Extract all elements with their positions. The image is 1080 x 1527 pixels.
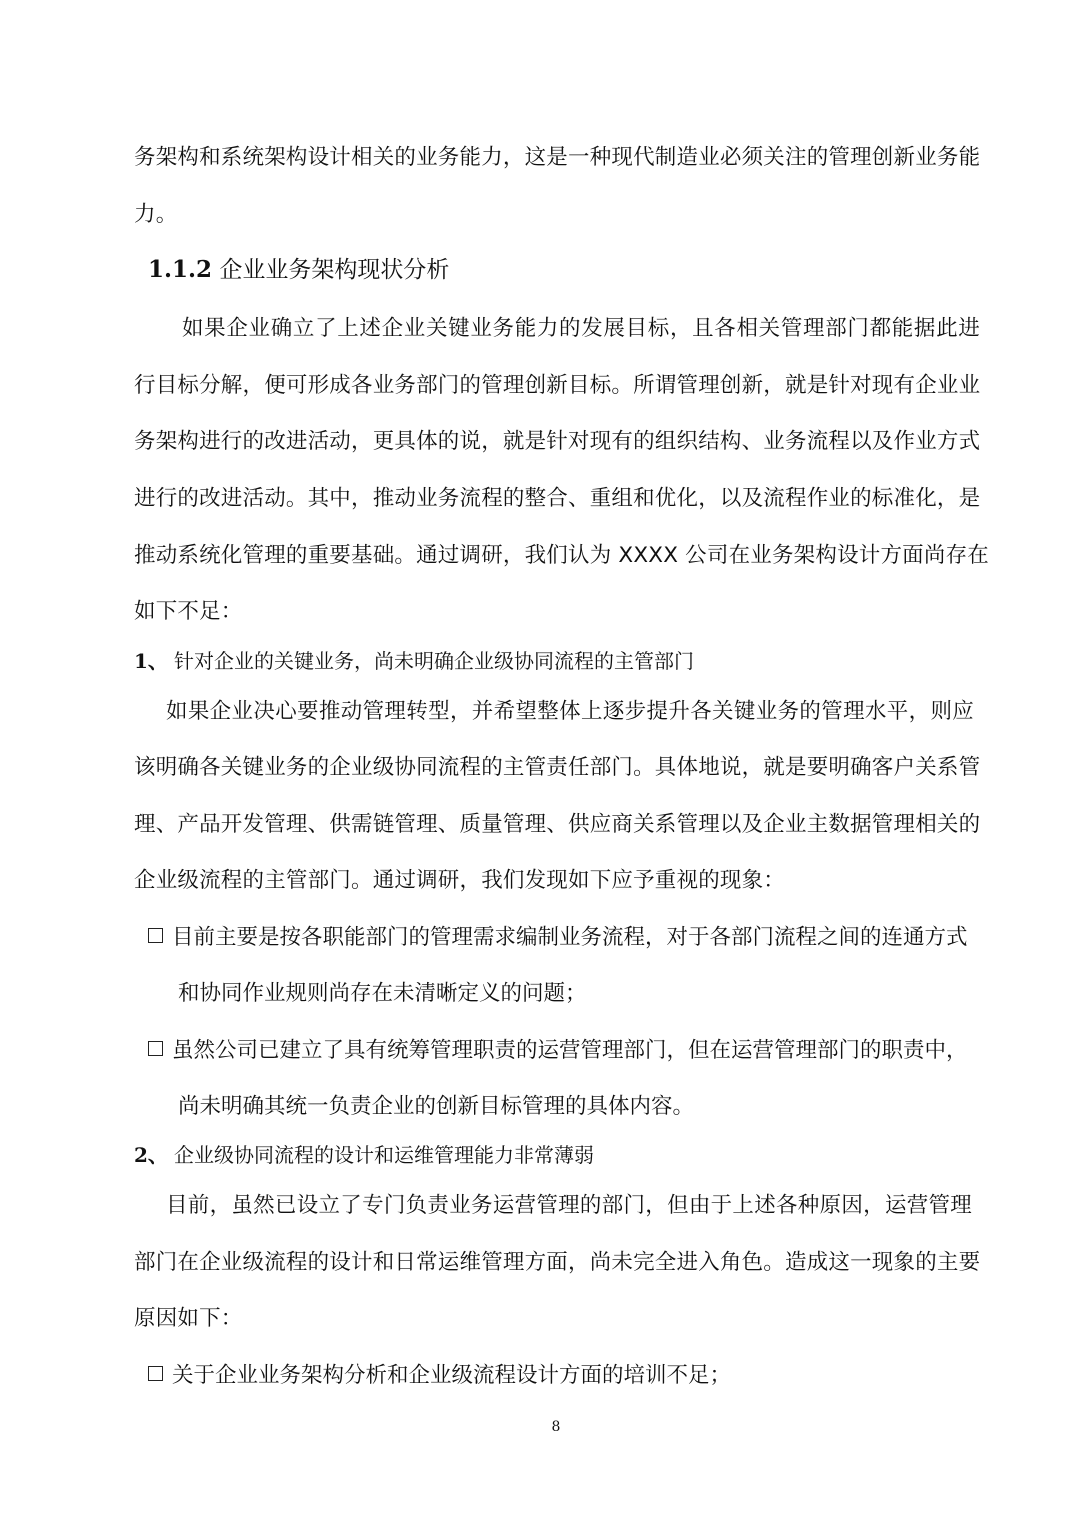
checkbox-bullet-icon	[148, 1041, 163, 1056]
p1-line-3: 务架构进行的改进活动，更具体的说，就是针对现有的组织结构、业务流程以及作业方式	[134, 429, 981, 454]
p3-line-1: 目前，虽然已设立了专门负责业务运营管理的部门，但由于上述各种原因，运营管理	[166, 1193, 972, 1218]
bullet-1	[148, 923, 980, 953]
bullet-2-line-1: 虽然公司已建立了具有统筹管理职责的运营管理部门，但在运营管理部门的职责中，	[172, 1038, 968, 1063]
bullet-1-line-1: 目前主要是按各职能部门的管理需求编制业务流程，对于各部门流程之间的连通方式	[172, 925, 968, 950]
p2-line-1: 如果企业决心要推动管理转型，并希望整体上逐步提升各关键业务的管理水平，则应	[166, 699, 974, 724]
page-number: 8	[551, 1419, 561, 1435]
subheading-2-number: 2、	[134, 1143, 168, 1167]
subheading-1	[134, 647, 694, 675]
bullet-1-line-2: 和协同作业规则尚存在未清晰定义的问题；	[178, 981, 587, 1006]
p1-line-6: 如下不足：	[134, 599, 243, 624]
p2-line-4: 企业级流程的主管部门。通过调研，我们发现如下应予重视的现象：	[134, 868, 786, 893]
section-title: 企业业务架构现状分析	[219, 257, 450, 283]
p1-line-2: 行目标分解，便可形成各业务部门的管理创新目标。所谓管理创新，就是针对现有企业业	[134, 373, 981, 398]
p1-line-5: 推动系统化管理的重要基础。通过调研，我们认为 XXXX 公司在业务架构设计方面尚存在	[134, 543, 989, 568]
bullet-3	[148, 1361, 980, 1391]
intro-line-2: 力。	[134, 202, 178, 227]
section-heading	[148, 254, 449, 286]
intro-line-1: 务架构和系统架构设计相关的业务能力，这是一种现代制造业必须关注的管理创新业务能	[134, 145, 981, 170]
bullet-2	[148, 1036, 980, 1066]
bullet-2-line-2: 尚未明确其统一负责企业的创新目标管理的具体内容。	[178, 1094, 695, 1119]
subheading-2-title: 企业级协同流程的设计和运维管理能力非常薄弱	[174, 1143, 594, 1167]
p3-line-3: 原因如下：	[134, 1306, 243, 1331]
subheading-1-number: 1、	[134, 649, 168, 673]
p2-line-3: 理、产品开发管理、供需链管理、质量管理、供应商关系管理以及企业主数据管理相关的	[134, 812, 981, 837]
subheading-2	[134, 1141, 594, 1169]
p1-line-1: 如果企业确立了上述企业关键业务能力的发展目标，且各相关管理部门都能据此进	[182, 316, 980, 341]
p1-line-4: 进行的改进活动。其中，推动业务流程的整合、重组和优化，以及流程作业的标准化，是	[134, 486, 981, 511]
section-number: 1.1.2	[148, 256, 213, 283]
subheading-1-title: 针对企业的关键业务，尚未明确企业级协同流程的主管部门	[174, 649, 694, 673]
checkbox-bullet-icon	[148, 928, 163, 943]
checkbox-bullet-icon	[148, 1366, 163, 1381]
bullet-3-line-1: 关于企业业务架构分析和企业级流程设计方面的培训不足；	[172, 1363, 732, 1388]
p2-line-2: 该明确各关键业务的企业级协同流程的主管责任部门。具体地说，就是要明确客户关系管	[134, 755, 981, 780]
p3-line-2: 部门在企业级流程的设计和日常运维管理方面，尚未完全进入角色。造成这一现象的主要	[134, 1250, 981, 1275]
